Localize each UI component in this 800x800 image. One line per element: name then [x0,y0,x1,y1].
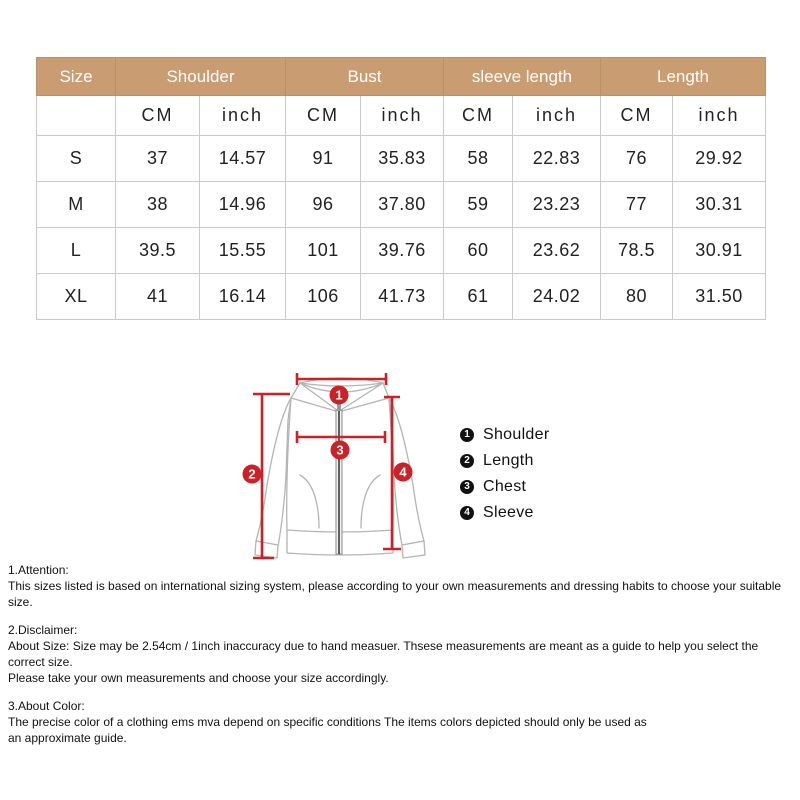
value-cell: 14.96 [200,182,286,228]
measurement-legend [460,427,549,531]
legend-item-chest [460,479,549,495]
zipper [336,404,342,554]
header-shoulder: Shoulder [116,58,286,96]
circled-2-icon: 2 [460,454,474,468]
value-cell: 29.92 [673,136,766,182]
unit-cell: inch [361,96,444,136]
legend-label: Length [483,452,534,469]
table-row [37,182,766,228]
note-line: an approximate guide. [8,731,127,745]
value-cell: 37.80 [361,182,444,228]
note-line: The precise color of a clothing ems mva depend on specific conditions The items colors depicted should only be used as [8,715,647,729]
table-row [37,274,766,320]
unit-cell: inch [673,96,766,136]
value-cell: 41 [116,274,200,320]
legend-label: Chest [483,478,527,495]
value-cell: 37 [116,136,200,182]
badge-1-number: 1 [335,387,343,403]
unit-cell: inch [513,96,601,136]
badge-2-number: 2 [248,466,256,482]
note-line: About Size: Size may be 2.54cm / 1inch inaccuracy due to hand measuer. Thsese measurements are meant as a guide to help you select the correct size. [8,639,759,669]
value-cell: 30.31 [673,182,766,228]
legend-item-sleeve [460,505,549,521]
value-cell: 106 [286,274,361,320]
header-bust: Bust [286,58,444,96]
value-cell: 24.02 [513,274,601,320]
unit-cell: CM [116,96,200,136]
hoodie-measurement-diagram [240,365,450,565]
value-cell: 22.83 [513,136,601,182]
size-label-cell: M [37,182,116,228]
size-label-cell: L [37,228,116,274]
value-cell: 38 [116,182,200,228]
table-unit-row [37,96,766,136]
value-cell: 39.5 [116,228,200,274]
note-title: 3.About Color: [8,699,85,713]
notes-section [8,562,796,758]
legend-label: Shoulder [483,426,550,443]
value-cell: 96 [286,182,361,228]
table-row [37,136,766,182]
value-cell: 30.91 [673,228,766,274]
note-line: This sizes listed is based on international sizing system, please according to your own measurements and dressing habits to choose your suitable size. [8,579,782,609]
unit-cell: CM [601,96,673,136]
note-disclaimer [8,622,796,686]
value-cell: 59 [444,182,513,228]
note-attention [8,562,796,610]
value-cell: 15.55 [200,228,286,274]
note-about-color [8,698,796,746]
value-cell: 61 [444,274,513,320]
note-title: 2.Disclaimer: [8,623,78,637]
unit-cell: CM [286,96,361,136]
legend-item-shoulder [460,427,549,443]
circled-4-icon: 4 [460,506,474,520]
legend-item-length [460,453,549,469]
value-cell: 78.5 [601,228,673,274]
unit-empty-cell [37,96,116,136]
badge-3-number: 3 [336,442,344,458]
value-cell: 80 [601,274,673,320]
header-sleeve-length: sleeve length [444,58,601,96]
value-cell: 16.14 [200,274,286,320]
table-header-row [37,58,766,96]
value-cell: 76 [601,136,673,182]
size-label-cell: XL [37,274,116,320]
circled-3-icon: 3 [460,480,474,494]
value-cell: 60 [444,228,513,274]
value-cell: 23.23 [513,182,601,228]
note-title: 1.Attention: [8,563,69,577]
header-size: Size [37,58,116,96]
unit-cell: inch [200,96,286,136]
size-table [36,57,766,320]
header-length: Length [601,58,766,96]
unit-cell: CM [444,96,513,136]
value-cell: 91 [286,136,361,182]
value-cell: 41.73 [361,274,444,320]
legend-label: Sleeve [483,504,534,521]
circled-1-icon: 1 [460,428,474,442]
value-cell: 58 [444,136,513,182]
value-cell: 77 [601,182,673,228]
value-cell: 101 [286,228,361,274]
value-cell: 14.57 [200,136,286,182]
size-label-cell: S [37,136,116,182]
value-cell: 39.76 [361,228,444,274]
value-cell: 31.50 [673,274,766,320]
badge-4-number: 4 [399,464,407,480]
value-cell: 23.62 [513,228,601,274]
value-cell: 35.83 [361,136,444,182]
table-row [37,228,766,274]
note-line: Please take your own measurements and choose your size accordingly. [8,671,389,685]
